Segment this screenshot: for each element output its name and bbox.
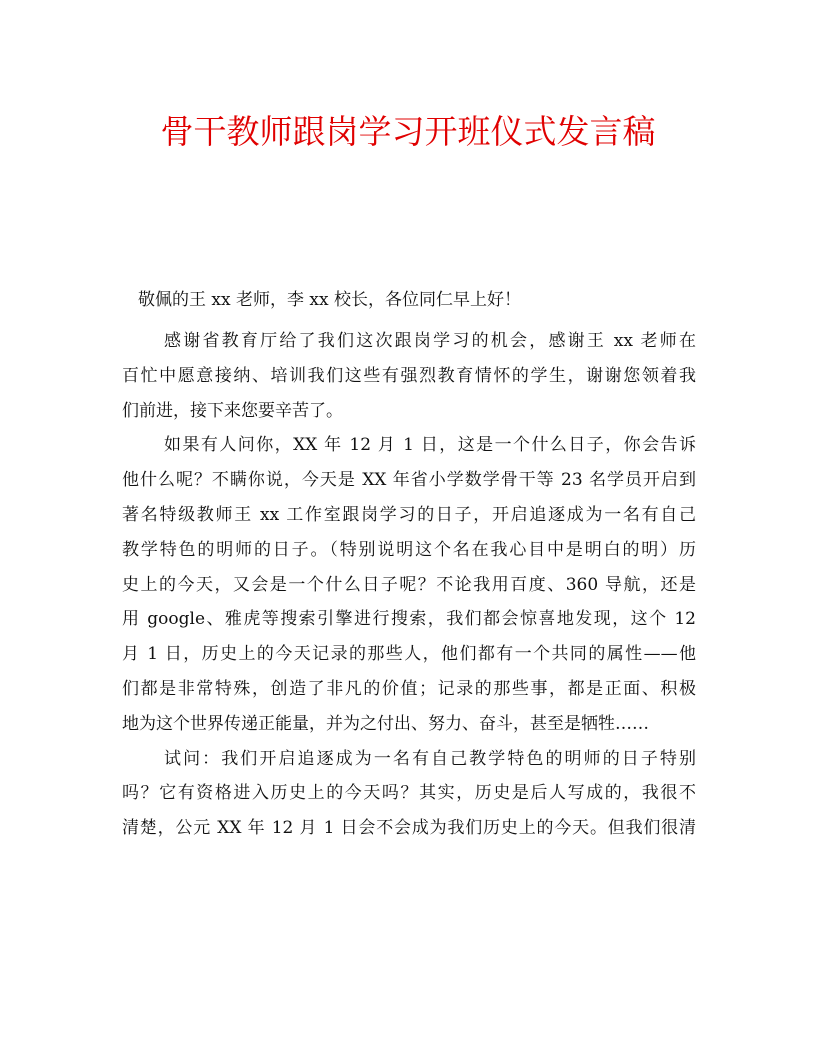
text-line: 感谢省教育厅给了我们这次跟岗学习的机会，感谢王 xx 老师在: [164, 331, 696, 351]
text-line: 如果有人问你，XX 年 12 月 1 日，这是一个什么日子，你会告诉: [164, 435, 696, 456]
paragraph-3: [122, 742, 696, 846]
text-line: 吗？它有资格进入历史上的今天吗？其实，历史是后人写成的，我很不: [122, 783, 696, 804]
paragraph-2: [122, 428, 696, 741]
text-line: 用 google、雅虎等搜索引擎进行搜索，我们都会惊喜地发现，这个 12: [122, 609, 696, 630]
document-title: 骨干教师跟岗学习开班仪式发言稿: [160, 112, 656, 151]
text-line: 地为这个世界传递正能量，并为之付出、努力、奋斗，甚至是牺牲……: [122, 713, 649, 734]
text-line: 清楚，公元 XX 年 12 月 1 日会不会成为我们历史上的今天。但我们很清: [122, 818, 696, 839]
text-line: 著名特级教师王 xx 工作室跟岗学习的日子，开启追逐成为一名有自己: [122, 504, 696, 525]
text-line: 他什么呢？不瞒你说，今天是 XX 年省小学数学骨干等 23 名学员开启到: [122, 470, 696, 491]
text-line: 试问：我们开启追逐成为一名有自己教学特色的明师的日子特别: [164, 748, 696, 769]
text-line: 们前进，接下来您要辛苦了。: [122, 400, 343, 421]
text-line: 们都是非常特殊，创造了非凡的价值；记录的那些事，都是正面、积极: [122, 678, 696, 699]
paragraph-1: [122, 324, 696, 428]
document-body: [122, 324, 696, 846]
text-line: 教学特色的明师的日子。（特别说明这个名在我心目中是明白的明）历: [122, 539, 696, 560]
text-line: 史上的今天，又会是一个什么日子呢？不论我用百度、360 导航，还是: [122, 574, 696, 595]
greeting-line: 敬佩的王 xx 老师，李 xx 校长，各位同仁早上好！: [138, 290, 521, 310]
text-line: 月 1 日，历史上的今天记录的那些人，他们都有一个共同的属性——他: [122, 644, 696, 665]
text-line: 百忙中愿意接纳、培训我们这些有强烈教育情怀的学生，谢谢您领着我: [122, 365, 696, 386]
